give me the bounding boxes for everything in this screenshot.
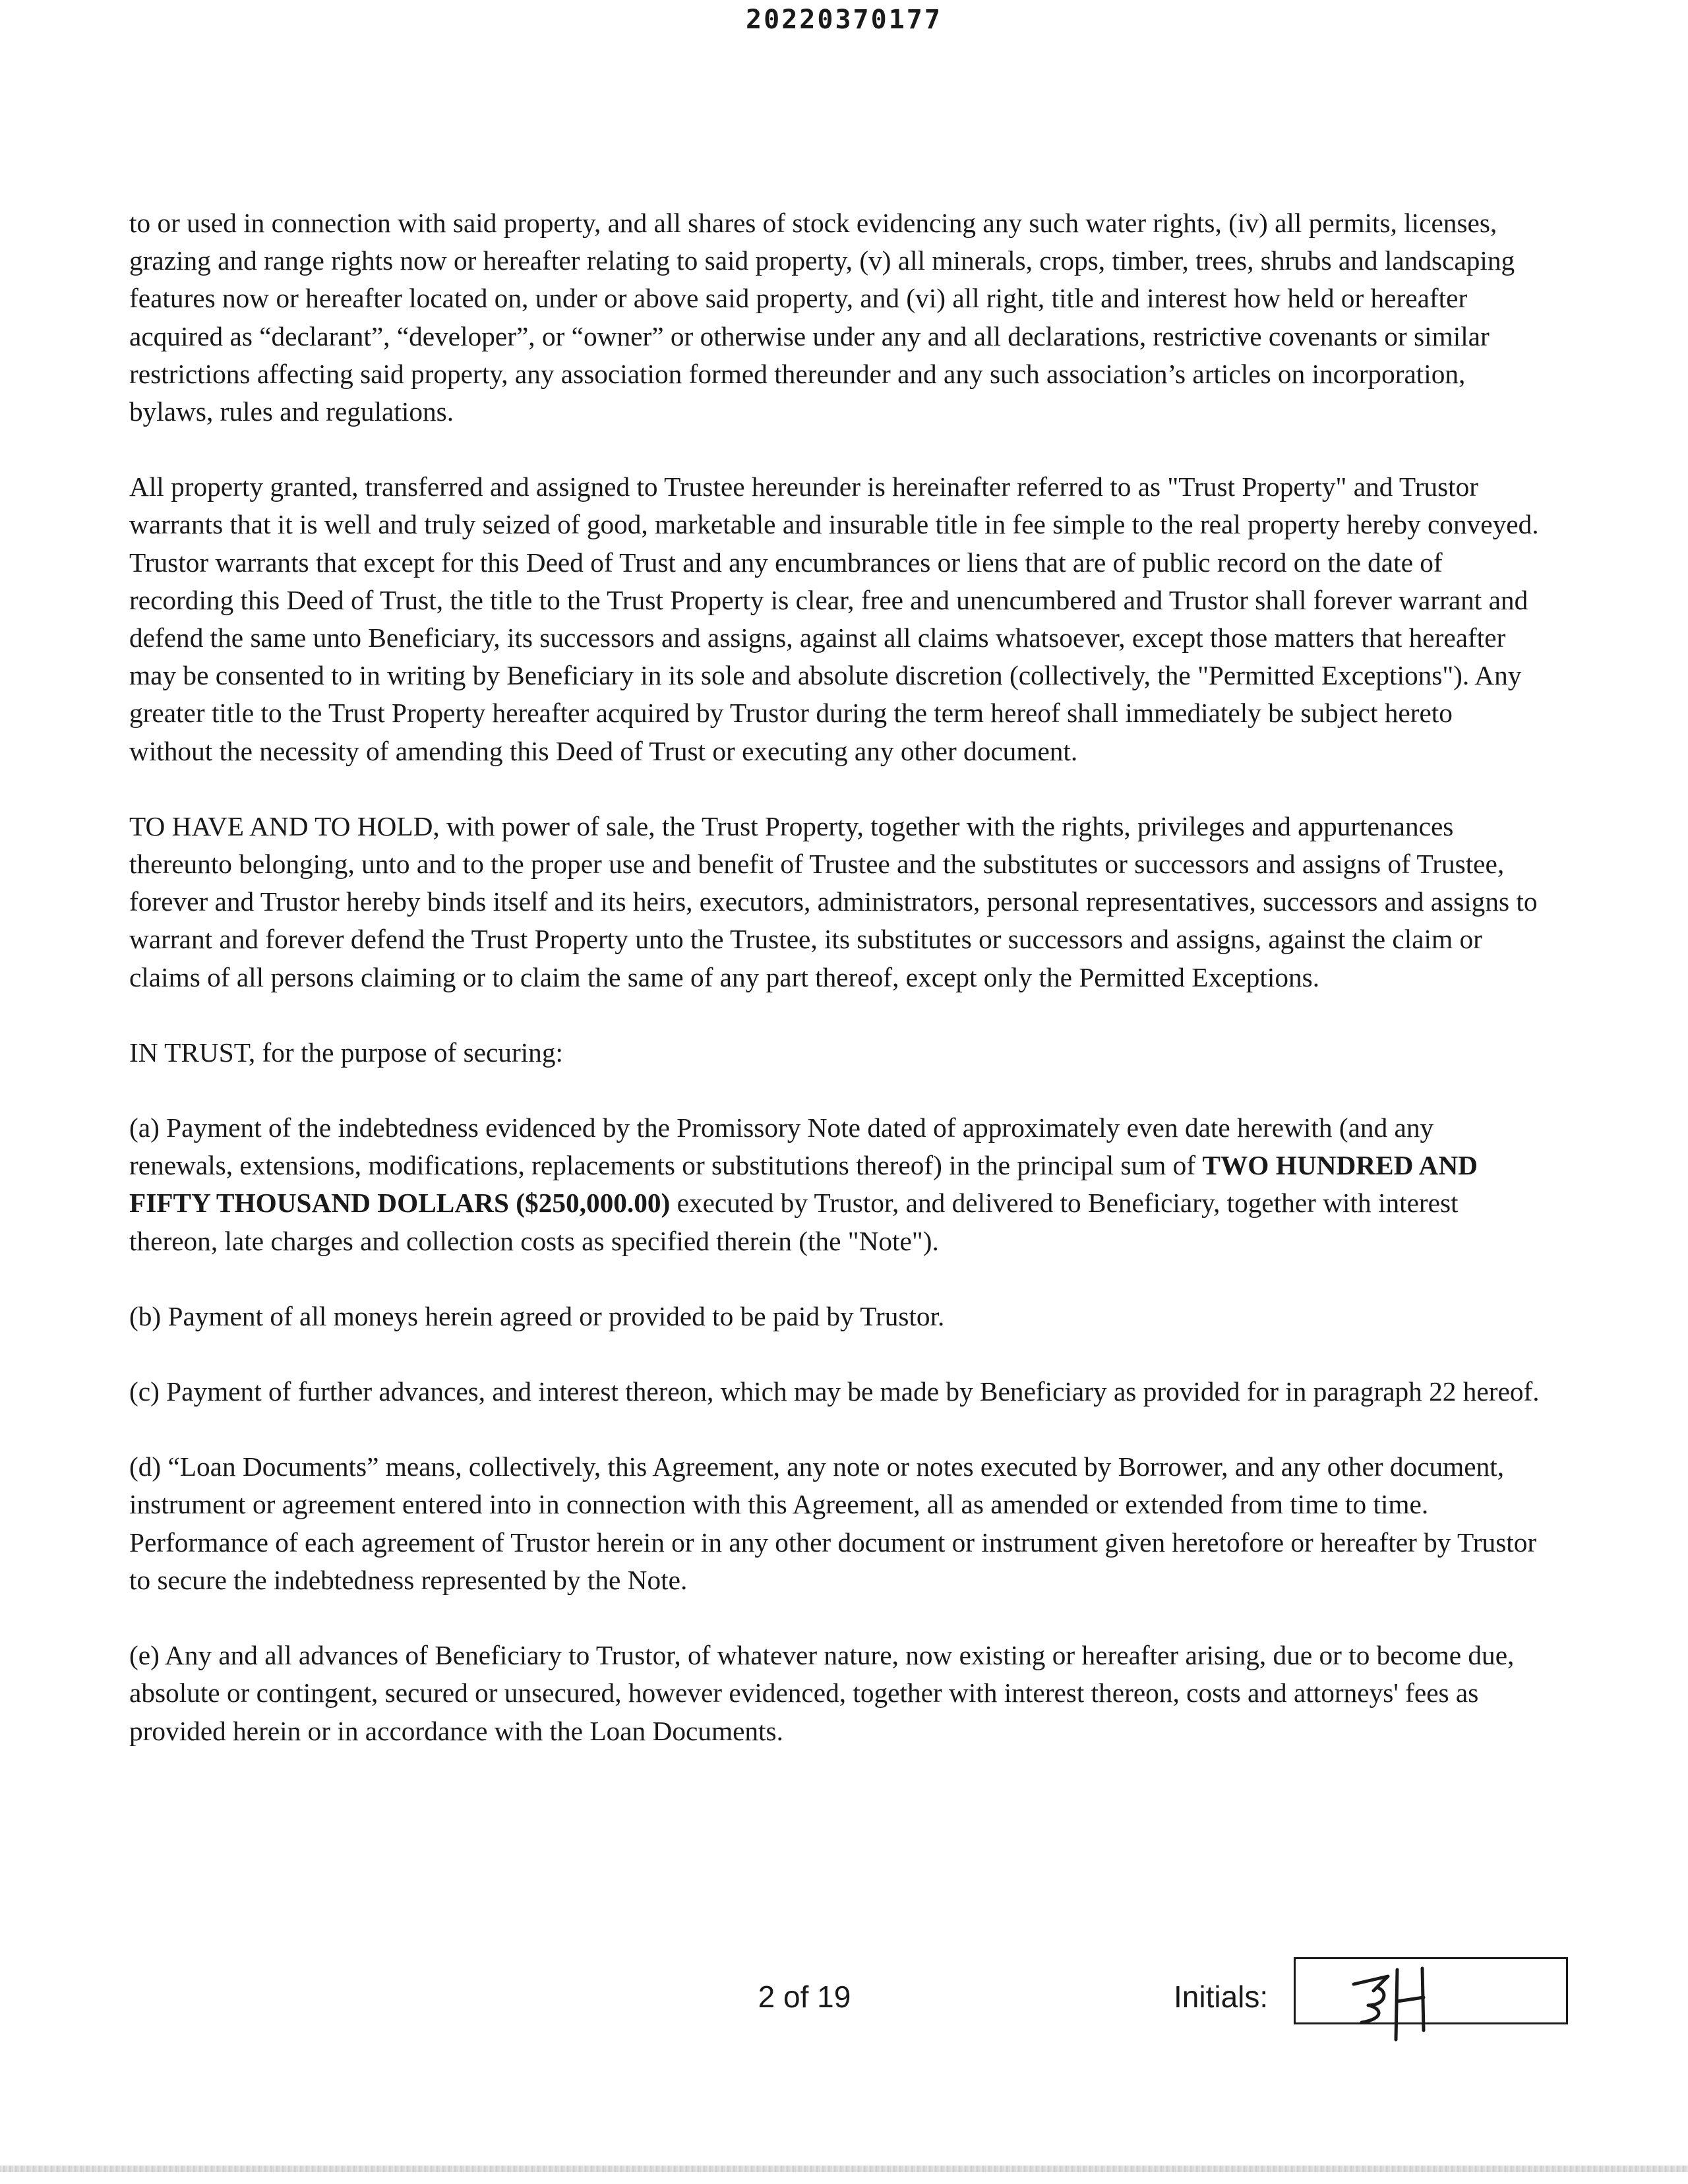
item-a-text-end: executed by Trustor, and delivered to Beneficiary, together with interest thereon, late charges and collection costs as specified therein (the "Note"). xyxy=(129,1188,1459,1256)
initials-box xyxy=(1294,1957,1568,2024)
item-a-principal-words: TWO HUNDRED AND FIFTY THOUSAND DOLLARS ( xyxy=(129,1150,1478,1219)
initials-signature-icon xyxy=(1342,1962,1447,2048)
document-body xyxy=(129,204,1540,1788)
paragraph-in-trust: IN TRUST, for the purpose of securing: xyxy=(129,1037,563,1068)
item-a-principal-amount: $250,000.00 xyxy=(525,1188,661,1219)
page-number: 2 of 19 xyxy=(758,1980,851,2014)
document-number: 20220370177 xyxy=(746,5,942,35)
paragraph-item-d: (d) “Loan Documents” means, collectively, this Agreement, any note or notes executed by Borrower, and any other document, instrument or agreement entered into in connection with this Agreement, all as amended or extended from time to time. Performance of each agreement of Trustor herein or in any other document or instrument given heretofore or hereafter by Trustor to secure the indebtedness represented by the Note. xyxy=(129,1451,1537,1595)
item-a-text: (a) Payment of the indebtedness evidenced by the Promissory Note dated of approximately even date herewith (and any renewals, extensions, modifications, replacements or substitutions thereof) in the principal sum of xyxy=(129,1112,1434,1181)
initials-label: Initials: xyxy=(1174,1980,1269,2014)
paragraph-item-a xyxy=(129,1109,1540,1260)
paragraph-item-c: (c) Payment of further advances, and interest thereon, which may be made by Beneficiary as provided for in paragraph 22 hereof. xyxy=(129,1376,1540,1407)
paragraph-item-b: (b) Payment of all moneys herein agreed or provided to be paid by Trustor. xyxy=(129,1300,945,1331)
item-a-principal-close: ) xyxy=(661,1188,671,1219)
scan-edge-artifact xyxy=(0,2166,1688,2172)
paragraph-item-e: (e) Any and all advances of Beneficiary to Trustor, of whatever nature, now existing or hereafter arising, due or to become due, absolute or contingent, secured or unsecured, however evidenced, together with interest thereon, costs and attorneys' fees as provided herein or in accordance with the Loan Documents. xyxy=(129,1640,1515,1746)
paragraph-to-have-and-to-hold: TO HAVE AND TO HOLD, with power of sale, the Trust Property, together with the rights, privileges and appurtenances thereunto belonging, unto and to the proper use and benefit of Trustee and the substitutes or successors and assigns of Trustee, forever and Trustor hereby binds itself and its heirs, executors, administrators, personal representatives, successors and assigns to warrant and forever defend the Trust Property unto the Trustee, its substitutes or successors and assigns, against the claim or claims of all persons claiming or to claim the same of any part thereof, except only the Permitted Exceptions. xyxy=(129,810,1538,992)
paragraph-trust-property: All property granted, transferred and assigned to Trustee hereunder is hereinafter referred to as "Trust Property" and Trustor warrants that it is well and truly seized of good, marketable and insurable title in fee simple to the real property hereby conveyed. Trustor warrants that except for this Deed of Trust and any encumbrances or liens that are of public record on the date of recording this Deed of Trust, the title to the Trust Property is clear, free and unencumbered and Trustor shall forever warrant and defend the same unto Beneficiary, its successors and assigns, against all claims whatsoever, except those matters that hereafter may be consented to in writing by Beneficiary in its sole and absolute discretion (collectively, the "Permitted Exceptions"). Any greater title to the Trust Property hereafter acquired by Trustor during the term hereof shall immediately be subject hereto without the necessity of amending this Deed of Trust or executing any other document. xyxy=(129,471,1539,766)
paragraph-property-rights: to or used in connection with said property, and all shares of stock evidencing any such water rights, (iv) all permits, licenses, grazing and range rights now or hereafter relating to said property, (v) all minerals, crops, timber, trees, shrubs and landscaping features now or hereafter located on, under or above said property, and (vi) all right, title and interest how held or hereafter acquired as “declarant”, “developer”, or “owner” or otherwise under any and all declarations, restrictive covenants or similar restrictions affecting said property, any association formed thereunder and any such association’s articles on incorporation, bylaws, rules and regulations. xyxy=(129,208,1515,427)
